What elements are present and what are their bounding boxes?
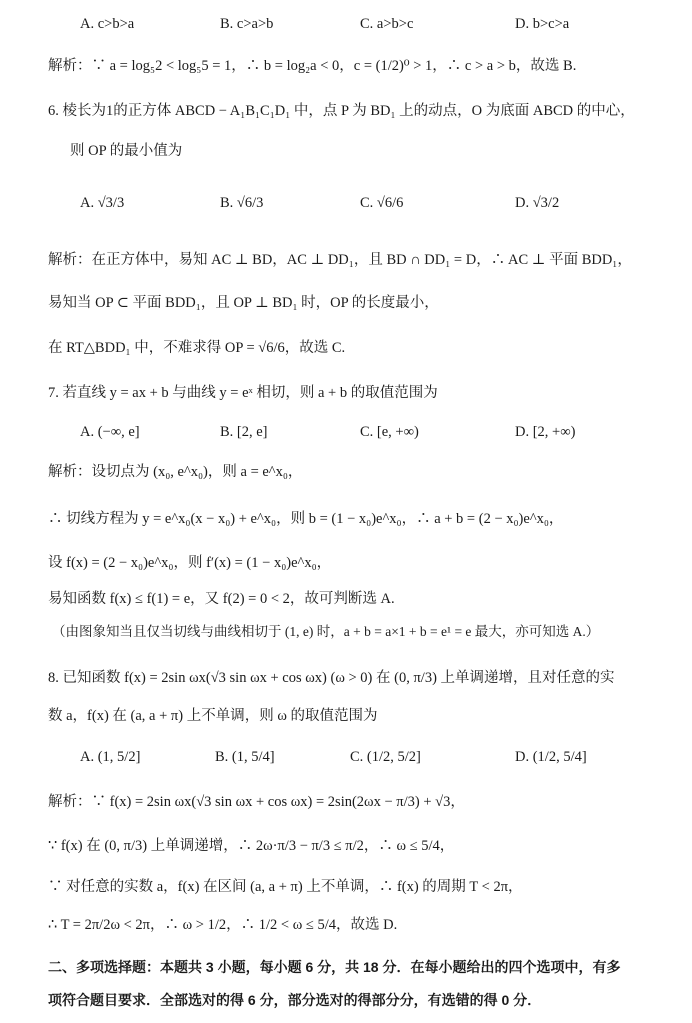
q8-option-d: D. (1/2, 5/4]	[515, 749, 587, 765]
q6-option-b: B. √6/3	[220, 195, 264, 211]
q6-option-c: C. √6/6	[360, 195, 404, 211]
q6-option-a: A. √3/3	[80, 195, 125, 211]
q5-option-b: B. c>a>b	[220, 16, 274, 32]
q8-options	[0, 745, 692, 769]
q8-analysis-2: ∵ f(x) 在 (0, π/3) 上单调递增，∴ 2ω·π/3 − π/3 ≤ π/2，∴ ω ≤ 5/4，	[48, 838, 455, 854]
q8-option-a: A. (1, 5/2]	[80, 749, 141, 765]
q6-stem: 6. 棱长为1的正方体 ABCD − A₁B₁C₁D₁ 中，点 P 为 BD₁ 上的动点，O 为底面 ABCD 的中心，	[48, 103, 635, 119]
q8-option-b: B. (1, 5/4]	[215, 749, 275, 765]
q6-option-d: D. √3/2	[515, 195, 560, 211]
q5-option-a: A. c>b>a	[80, 16, 135, 32]
q8-analysis-3: ∵ 对任意的实数 a，f(x) 在区间 (a, a + π) 上不单调，∴ f(x) 的周期 T < 2π，	[48, 879, 523, 895]
q7-analysis-1: 解析：设切点为 (x₀, e^x₀)，则 a = e^x₀，	[48, 464, 303, 480]
q5-options	[0, 12, 692, 36]
q7-stem: 7. 若直线 y = ax + b 与曲线 y = eˣ 相切，则 a + b 的取值范围为	[48, 385, 438, 401]
q6-analysis-3: 在 RT△BDD₁ 中，不难求得 OP = √6/6，故选 C.	[48, 340, 346, 356]
q6-analysis-1: 解析：在正方体中，易知 AC ⊥ BD，AC ⊥ DD₁，且 BD ∩ DD₁ = D，∴ AC ⊥ 平面 BDD₁，	[48, 252, 632, 268]
q7-analysis-2: ∴ 切线方程为 y = e^x₀(x − x₀) + e^x₀，则 b = (1 − x₀)e^x₀，∴ a + b = (2 − x₀)e^x₀，	[48, 511, 564, 527]
q7-option-a: A. (−∞, e]	[80, 424, 140, 440]
q5-option-d: D. b>c>a	[515, 16, 570, 32]
q7-options	[0, 420, 692, 444]
q7-option-b: B. [2, e]	[220, 424, 268, 440]
q8-analysis-4: ∴ T = 2π/2ω < 2π，∴ ω > 1/2，∴ 1/2 < ω ≤ 5/4，故选 D.	[48, 917, 398, 933]
q7-analysis-5: （由图象知当且仅当切线与曲线相切于 (1, e) 时，a + b = a×1 + b = e¹ = e 最大，亦可知选 A.）	[52, 624, 600, 639]
q8-stem-cont: 数 a，f(x) 在 (a, a + π) 上不单调，则 ω 的取值范围为	[48, 708, 378, 724]
q6-options	[0, 191, 692, 215]
q7-analysis-3: 设 f(x) = (2 − x₀)e^x₀，则 f′(x) = (1 − x₀)e^x₀，	[48, 555, 332, 571]
q7-option-c: C. [e, +∞)	[360, 424, 419, 440]
q5-option-c: C. a>b>c	[360, 16, 414, 32]
q8-analysis-1: 解析：∵ f(x) = 2sin ωx(√3 sin ωx + cos ωx) = 2sin(2ωx − π/3) + √3，	[48, 794, 465, 810]
q8-option-c: C. (1/2, 5/2]	[350, 749, 421, 765]
q7-option-d: D. [2, +∞)	[515, 424, 576, 440]
section-heading-cont: 项符合题目要求．全部选对的得 6 分，部分选对的得部分分，有选错的得 0 分．	[48, 992, 542, 1008]
q6-analysis-2: 易知当 OP ⊂ 平面 BDD₁，且 OP ⊥ BD₁ 时，OP 的长度最小，	[48, 295, 439, 311]
q5-analysis: 解析：∵ a = log₅2 < log₅5 = 1，∴ b = log₂a < 0，c = (1/2)⁰ > 1，∴ c > a > b，故选 B.	[48, 58, 577, 74]
section-heading: 二、多项选择题：本题共 3 小题，每小题 6 分，共 18 分．在每小题给出的四个选项中，有多	[48, 959, 621, 975]
q8-stem: 8. 已知函数 f(x) = 2sin ωx(√3 sin ωx + cos ωx) (ω > 0) 在 (0, π/3) 上单调递增，且对任意的实	[48, 670, 615, 686]
q6-stem-cont: 则 OP 的最小值为	[70, 143, 183, 159]
q7-analysis-4: 易知函数 f(x) ≤ f(1) = e，又 f(2) = 0 < 2，故可判断选 A.	[48, 591, 395, 607]
